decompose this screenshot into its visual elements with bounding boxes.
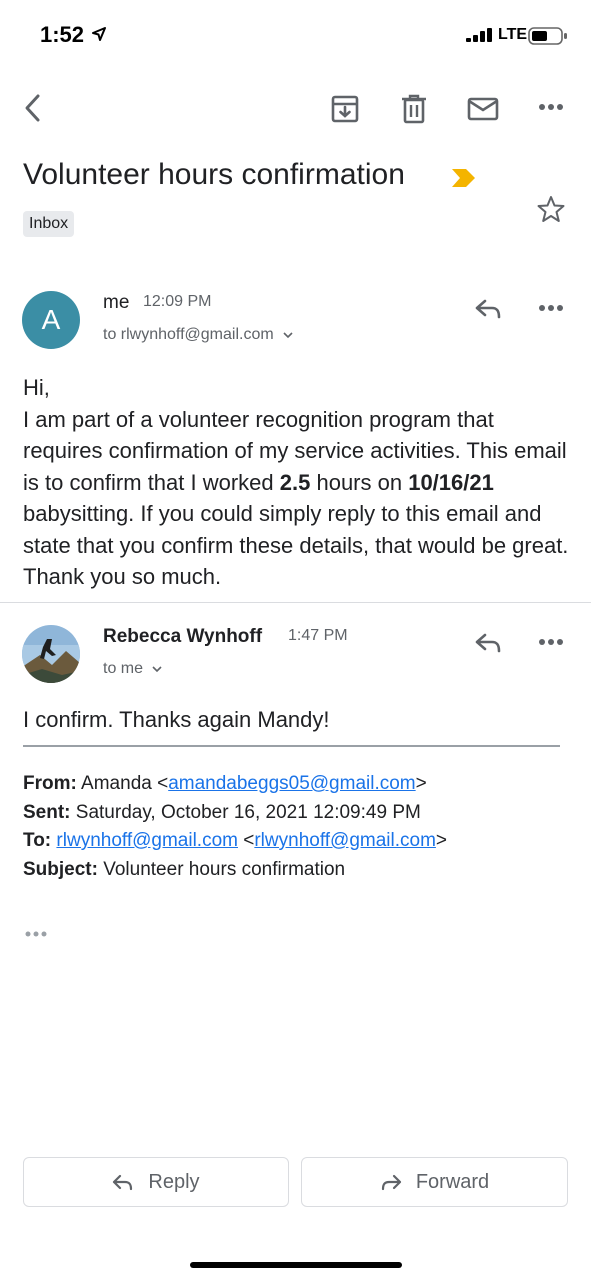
location-icon <box>92 27 106 41</box>
recipient-line[interactable] <box>103 660 163 678</box>
reply-label: Reply <box>148 1170 200 1193</box>
message-time: 1:47 PM <box>288 627 348 644</box>
more-icon[interactable] <box>538 103 564 111</box>
message-time: 12:09 PM <box>143 293 212 310</box>
recipient-line[interactable] <box>103 326 294 344</box>
chevron-down-icon[interactable] <box>282 331 294 339</box>
battery-icon <box>528 27 568 45</box>
reply-icon[interactable] <box>474 297 502 321</box>
back-icon[interactable] <box>22 93 44 123</box>
email-subject: Volunteer hours confirmation <box>23 158 405 191</box>
trash-icon[interactable] <box>400 94 428 124</box>
home-indicator[interactable] <box>190 1262 402 1268</box>
status-time: 1:52 <box>40 22 85 47</box>
mail-icon[interactable] <box>467 97 499 121</box>
message-divider <box>0 602 591 603</box>
quoted-subject: Subject: Volunteer hours confirmation <box>23 858 346 880</box>
recipient-text: to me <box>103 660 144 677</box>
body-paragraph: I am part of a volunteer recognition program that requires confirmation of my service activities. This email is to confirm that I worked 2.5 hours on 10/16/21 babysitting. If you could simply reply to this email and state that you confirm these details, that would be great. Thank you so much. <box>23 406 569 589</box>
quoted-from: From: Amanda <amandabeggs05@gmail.com> <box>23 773 427 794</box>
more-icon[interactable] <box>538 638 564 646</box>
label-chip-inbox[interactable]: Inbox <box>23 211 74 237</box>
email-link[interactable]: amandabeggs05@gmail.com <box>168 773 416 794</box>
network-label: LTE <box>498 26 528 43</box>
profile-photo <box>22 625 80 683</box>
quoted-header <box>23 770 447 884</box>
sender-name: me <box>103 292 130 313</box>
avatar[interactable]: A <box>22 291 80 349</box>
star-icon[interactable] <box>537 195 565 223</box>
recipient-text: to rlwynhoff@gmail.com <box>103 326 274 343</box>
reply-button[interactable] <box>23 1157 289 1207</box>
reply-icon[interactable] <box>474 631 502 655</box>
signal-icon <box>466 28 494 42</box>
importance-marker-icon[interactable] <box>452 169 476 187</box>
quote-divider <box>23 745 560 747</box>
avatar[interactable] <box>22 625 80 683</box>
sender-name: Rebecca Wynhoff <box>103 626 263 647</box>
message-body: I confirm. Thanks again Mandy! <box>23 707 330 732</box>
date-value: 10/16/21 <box>408 469 494 495</box>
quoted-sent: Sent: Saturday, October 16, 2021 12:09:49 PM <box>23 801 421 823</box>
message-body <box>23 372 573 593</box>
email-link[interactable]: rlwynhoff@gmail.com <box>254 830 436 851</box>
forward-label: Forward <box>415 1170 490 1193</box>
forward-icon <box>380 1173 402 1191</box>
reply-icon <box>112 1173 134 1191</box>
quoted-to: To: rlwynhoff@gmail.com <rlwynhoff@gmail.com> <box>23 830 448 851</box>
hours-value: 2.5 <box>279 469 311 495</box>
forward-button[interactable] <box>301 1157 568 1207</box>
greeting: Hi, <box>23 375 50 400</box>
email-link[interactable]: rlwynhoff@gmail.com <box>56 830 238 851</box>
show-trimmed-content-icon[interactable] <box>24 926 50 938</box>
chevron-down-icon[interactable] <box>151 665 163 673</box>
archive-icon[interactable] <box>330 94 360 124</box>
more-icon[interactable] <box>538 304 564 312</box>
